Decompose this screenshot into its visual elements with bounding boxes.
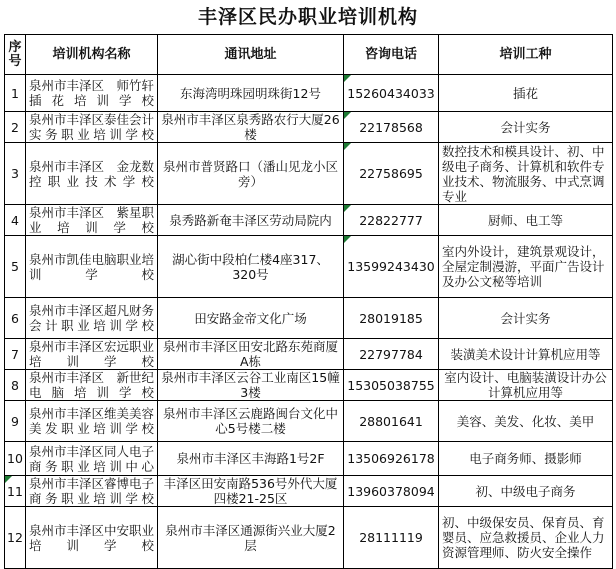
table-row (5, 205, 613, 236)
institution-address: 泉州市丰泽区云鹿路闽台文化中心5号楼二楼 (158, 401, 344, 442)
table-row (5, 298, 613, 339)
institution-trade: 厨师、电工等 (439, 205, 613, 236)
table-row (5, 401, 613, 442)
row-no: 6 (5, 298, 26, 339)
institution-address: 东海湾明珠园明珠街12号 (158, 75, 344, 112)
institution-phone: 22178568 (344, 112, 439, 143)
row-no: 11 (5, 476, 26, 507)
institution-trade: 电子商务师、摄影师 (439, 442, 613, 476)
institution-phone: 28801641 (344, 401, 439, 442)
institution-trade: 会计实务 (439, 298, 613, 339)
table-row (5, 442, 613, 476)
green-flag-marker (344, 236, 351, 243)
header-trade: 培训工种 (439, 35, 613, 75)
green-flag-marker (344, 112, 351, 119)
table-row (5, 236, 613, 298)
institution-phone: 15260434033 (344, 75, 439, 112)
table-row (5, 370, 613, 401)
table-row (5, 507, 613, 569)
institution-address: 泉州市丰泽区丰海路1号2F (158, 442, 344, 476)
institution-address: 泉州市丰泽区云谷工业南区15幢3楼 (158, 370, 344, 401)
institution-address: 泉州市丰泽区泉秀路农行大厦26楼 (158, 112, 344, 143)
institution-phone: 28019185 (344, 298, 439, 339)
institution-trade: 初、中级电子商务 (439, 476, 613, 507)
institution-trade: 室内设计、电脑装潢设计办公计算机应用等 (439, 370, 613, 401)
row-no: 4 (5, 205, 26, 236)
institution-name: 泉州市丰泽区维美美容美发职业培训学校 (26, 401, 158, 442)
row-no: 2 (5, 112, 26, 143)
institution-phone: 28111119 (344, 507, 439, 569)
institution-name: 泉州市丰泽区超凡财务会计职业培训学校 (26, 298, 158, 339)
row-no: 9 (5, 401, 26, 442)
training-institutions-table (4, 34, 613, 569)
institution-trade: 装潢美术设计计算机应用等 (439, 339, 613, 370)
institution-address: 田安路金帝文化广场 (158, 298, 344, 339)
institution-name: 泉州市丰泽区 金龙数控职业技术学校 (26, 143, 158, 205)
institution-name: 泉州市丰泽区宏远职业培训学校 (26, 339, 158, 370)
row-no: 3 (5, 143, 26, 205)
row-no: 8 (5, 370, 26, 401)
institution-trade: 插花 (439, 75, 613, 112)
institution-address: 泉州市丰泽区通源街兴业大厦2层 (158, 507, 344, 569)
row-no: 12 (5, 507, 26, 569)
row-no: 1 (5, 75, 26, 112)
institution-trade: 数控技术和模具设计、初、中级电子商务、计算机和软件专业技术、物流服务、中式烹调专业 (439, 143, 613, 205)
institution-phone: 22797784 (344, 339, 439, 370)
institution-name: 泉州市丰泽区同人电子商务职业培训中心 (26, 442, 158, 476)
row-no: 10 (5, 442, 26, 476)
header-no: 序号 (5, 35, 26, 75)
institution-address: 泉秀路新奄丰泽区劳动局院内 (158, 205, 344, 236)
table-row (5, 339, 613, 370)
table-row (5, 112, 613, 143)
green-flag-marker (344, 205, 351, 212)
table-row (5, 143, 613, 205)
institution-name: 泉州市丰泽区 紫星职业培训学校 (26, 205, 158, 236)
institution-phone: 13960378094 (344, 476, 439, 507)
institution-trade: 初、中级保安员、保育员、育婴员、应急救援员、企业人力资源管理师、防火安全操作 (439, 507, 613, 569)
institution-phone: 15305038755 (344, 370, 439, 401)
header-name: 培训机构名称 (26, 35, 158, 75)
institution-name: 泉州市丰泽区睿博电子商务职业培训学校 (26, 476, 158, 507)
table-row (5, 476, 613, 507)
table-header-row (5, 35, 613, 75)
green-flag-marker (5, 476, 12, 483)
institution-address: 泉州市丰泽区田安北路东苑商厦A栋 (158, 339, 344, 370)
institution-name: 泉州市丰泽区 新世纪电脑培训学校 (26, 370, 158, 401)
header-address: 通讯地址 (158, 35, 344, 75)
institution-phone: 13506926178 (344, 442, 439, 476)
institution-name: 泉州市凯佳电脑职业培训学校 (26, 236, 158, 298)
page-title: 丰泽区民办职业培训机构 (197, 6, 418, 28)
green-flag-marker (344, 75, 351, 82)
institution-name: 泉州市丰泽区泰佳会计实务职业培训学校 (26, 112, 158, 143)
institution-trade: 美容、美发、化妆、美甲 (439, 401, 613, 442)
institution-trade: 会计实务 (439, 112, 613, 143)
institution-name: 泉州市丰泽区中安职业培训学校 (26, 507, 158, 569)
green-flag-marker (344, 143, 351, 150)
institution-address: 泉州市普贤路口（潘山见龙小区旁） (158, 143, 344, 205)
institution-phone: 22822777 (344, 205, 439, 236)
table-row (5, 75, 613, 112)
institution-address: 湖心街中段柏仁楼4座317、320号 (158, 236, 344, 298)
institution-phone: 22758695 (344, 143, 439, 205)
header-phone: 咨询电话 (344, 35, 439, 75)
institution-phone: 13599243430 (344, 236, 439, 298)
row-no: 5 (5, 236, 26, 298)
institution-address: 丰泽区田安南路536号外代大厦四楼21-25区 (158, 476, 344, 507)
institution-name: 泉州市丰泽区 师竹轩插花培训学校 (26, 75, 158, 112)
row-no: 7 (5, 339, 26, 370)
institution-trade: 室内外设计，建筑景观设计，全屋定制漫游，平面广告设计及办公文秘等培训 (439, 236, 613, 298)
